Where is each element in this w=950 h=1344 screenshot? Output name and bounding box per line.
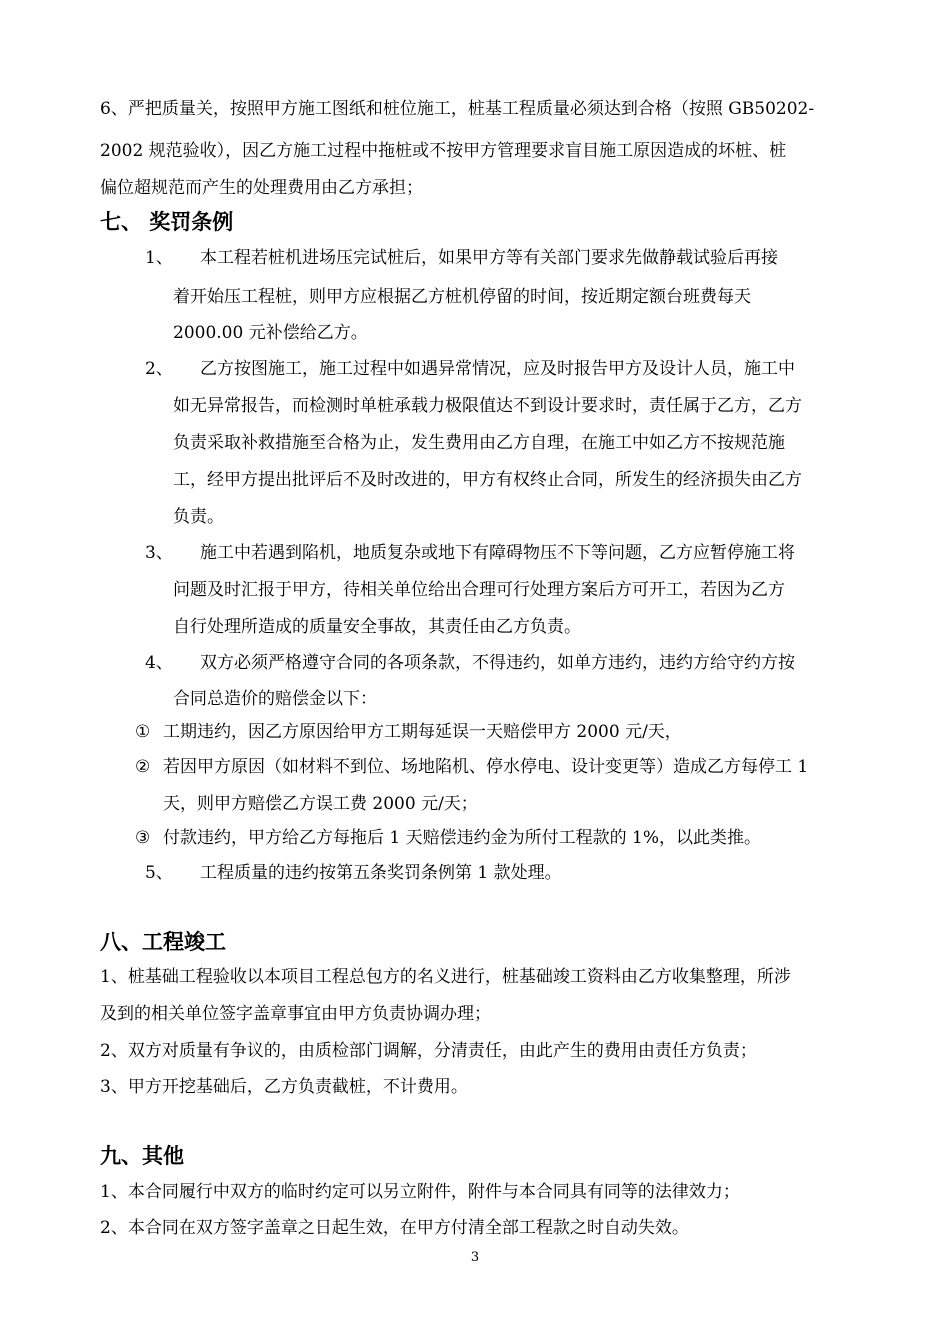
section-8-para-2: 2、双方对质量有争议的，由质检部门调解，分清责任，由此产生的费用由责任方负责；	[100, 1041, 757, 1061]
sub-item-2-line-2: 天，则甲方赔偿乙方误工费 2000 元/天；	[163, 794, 478, 814]
page-number: 3	[470, 1250, 480, 1265]
para-6-line-3: 偏位超规范而产生的处理费用由乙方承担；	[100, 178, 423, 198]
item-4-line-1: 双方必须严格遵守合同的各项条款，不得违约，如单方违约，违约方给守约方按	[200, 653, 795, 673]
item-5-line-1: 工程质量的违约按第五条奖罚条例第 1 款处理。	[200, 863, 562, 883]
section-8-heading: 八、工程竣工	[100, 930, 226, 954]
item-4-line-2: 合同总造价的赔偿金以下：	[173, 689, 377, 709]
sub-item-2-line-1: 若因甲方原因（如材料不到位、场地陷机、停水停电、设计变更等）造成乙方每停工 1	[163, 757, 809, 777]
item-2-line-1: 乙方按图施工，施工过程中如遇异常情况，应及时报告甲方及设计人员，施工中	[200, 359, 795, 379]
item-2-line-5: 负责。	[173, 507, 224, 527]
item-2-line-3: 负责采取补救措施至合格为止，发生费用由乙方自理，在施工中如乙方不按规范施	[173, 433, 785, 453]
section-8-para-1-line-2: 及到的相关单位签字盖章事宜由甲方负责协调办理；	[100, 1004, 491, 1024]
section-7-heading: 七、 奖罚条例	[100, 210, 234, 234]
sub-item-3-number: ③	[135, 828, 151, 848]
section-8-para-1-line-1: 1、桩基础工程验收以本项目工程总包方的名义进行，桩基础竣工资料由乙方收集整理，所涉	[100, 967, 791, 987]
section-8-para-3: 3、甲方开挖基础后，乙方负责截桩，不计费用。	[100, 1077, 468, 1097]
sub-item-3-line-1: 付款违约，甲方给乙方每拖后 1 天赔偿违约金为所付工程款的 1%，以此类推。	[163, 828, 761, 848]
section-9-heading: 九、其他	[100, 1144, 184, 1168]
item-3-number: 3、	[145, 543, 173, 563]
para-6-line-1: 6、严把质量关，按照甲方施工图纸和桩位施工，桩基工程质量必须达到合格（按照 GB50202-	[100, 99, 815, 119]
sub-item-1-line-1: 工期违约，因乙方原因给甲方工期每延误一天赔偿甲方 2000 元/天，	[163, 722, 682, 742]
item-1-line-1: 本工程若桩机进场压完试桩后，如果甲方等有关部门要求先做静载试验后再接	[200, 248, 778, 268]
item-2-line-4: 工，经甲方提出批评后不及时改进的，甲方有权终止合同，所发生的经济损失由乙方	[173, 470, 802, 490]
item-2-number: 2、	[145, 359, 173, 379]
item-1-line-3: 2000.00 元补偿给乙方。	[173, 323, 368, 343]
item-1-line-2: 着开始压工程桩，则甲方应根据乙方桩机停留的时间，按近期定额台班费每天	[173, 287, 751, 307]
item-3-line-3: 自行处理所造成的质量安全事故，其责任由乙方负责。	[173, 617, 581, 637]
sub-item-1-number: ①	[135, 722, 151, 742]
item-2-line-2: 如无异常报告，而检测时单桩承载力极限值达不到设计要求时，责任属于乙方，乙方	[173, 396, 802, 416]
sub-item-2-number: ②	[135, 757, 151, 777]
item-3-line-1: 施工中若遇到陷机，地质复杂或地下有障碍物压不下等问题，乙方应暂停施工将	[200, 543, 795, 563]
item-1-number: 1、	[145, 248, 173, 268]
item-3-line-2: 问题及时汇报于甲方，待相关单位给出合理可行处理方案后方可开工，若因为乙方	[173, 580, 785, 600]
para-6-line-2: 2002 规范验收），因乙方施工过程中拖桩或不按甲方管理要求盲目施工原因造成的坏桩、桩	[100, 141, 787, 161]
item-5-number: 5、	[145, 863, 173, 883]
item-4-number: 4、	[145, 653, 173, 673]
section-9-para-2: 2、本合同在双方签字盖章之日起生效，在甲方付清全部工程款之时自动失效。	[100, 1218, 689, 1238]
section-9-para-1: 1、本合同履行中双方的临时约定可以另立附件，附件与本合同具有同等的法律效力；	[100, 1182, 740, 1202]
